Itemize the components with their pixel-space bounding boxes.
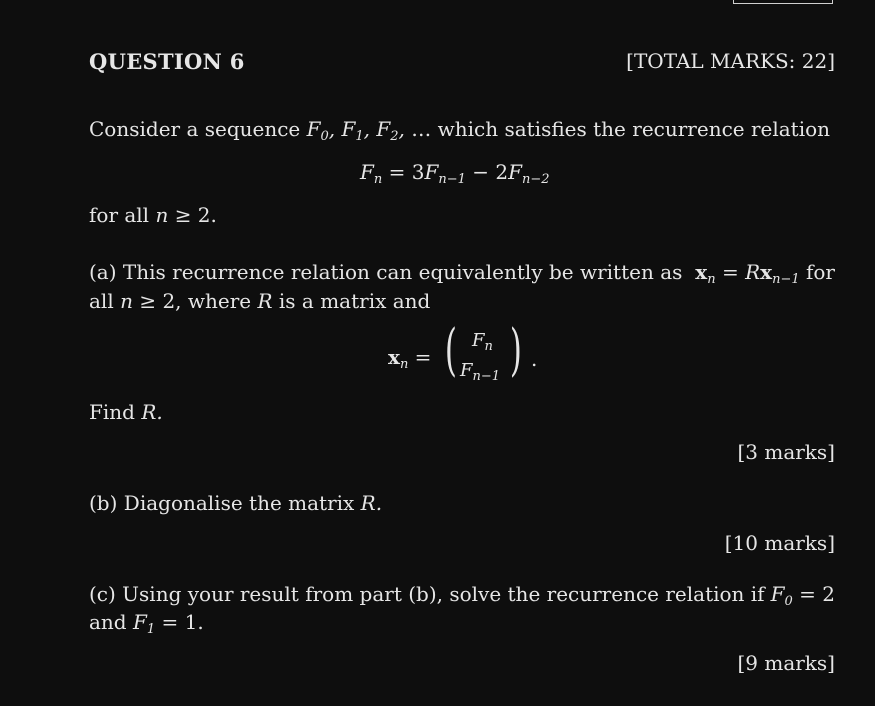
sequence-math: $F_0$, $F_1$, $F_2$, … — [306, 117, 432, 144]
part-a-marks: [3 marks] — [737, 440, 835, 464]
vector-top: $F_n$ — [472, 330, 493, 354]
recurrence-equation: $F_n = 3F_{n-1} - 2F_{n-2}$ — [360, 160, 550, 187]
part-a-equation: $x_n = Rx_{n-1}$ for — [695, 260, 835, 287]
condition-line — [89, 203, 217, 227]
vector-period: . — [531, 347, 538, 371]
previous-marks-bracket-fragment — [733, 0, 833, 4]
right-paren: ) — [509, 318, 522, 383]
total-marks: [TOTAL MARKS: 22] — [626, 49, 835, 73]
part-c-math1: $F_0 = 2$ — [770, 582, 835, 609]
part-b-line: (b) Diagonalise the matrix R. — [89, 491, 383, 515]
question-title: QUESTION 6 — [89, 49, 245, 74]
part-a-label: (a) This recurrence relation can equivalently be written as — [89, 260, 683, 284]
condition-math: n ≥ 2. — [155, 203, 217, 227]
part-c-line1: (c) Using your result from part (b), solve the recurrence relation if $F_0 = 2$ — [89, 582, 835, 609]
left-paren: ( — [444, 318, 457, 383]
part-a-line2: all n ≥ 2, where R is a matrix and — [89, 289, 431, 313]
vector-bottom: $F_{n-1}$ — [460, 360, 501, 384]
part-c-line2: and $F_1 = 1$. — [89, 610, 204, 637]
intro-text-before: Consider a sequence — [89, 117, 301, 141]
intro-text-after: which satisfies the recurrence relation — [437, 117, 831, 141]
part-a-task: Find R. — [89, 400, 163, 424]
part-a-line1 — [89, 260, 835, 287]
part-c-marks: [9 marks] — [737, 651, 835, 675]
vector-lhs: $x_n$ = — [388, 345, 432, 372]
intro-line — [89, 117, 830, 144]
part-b-marks: [10 marks] — [724, 531, 835, 555]
condition-text: for all — [89, 203, 150, 227]
